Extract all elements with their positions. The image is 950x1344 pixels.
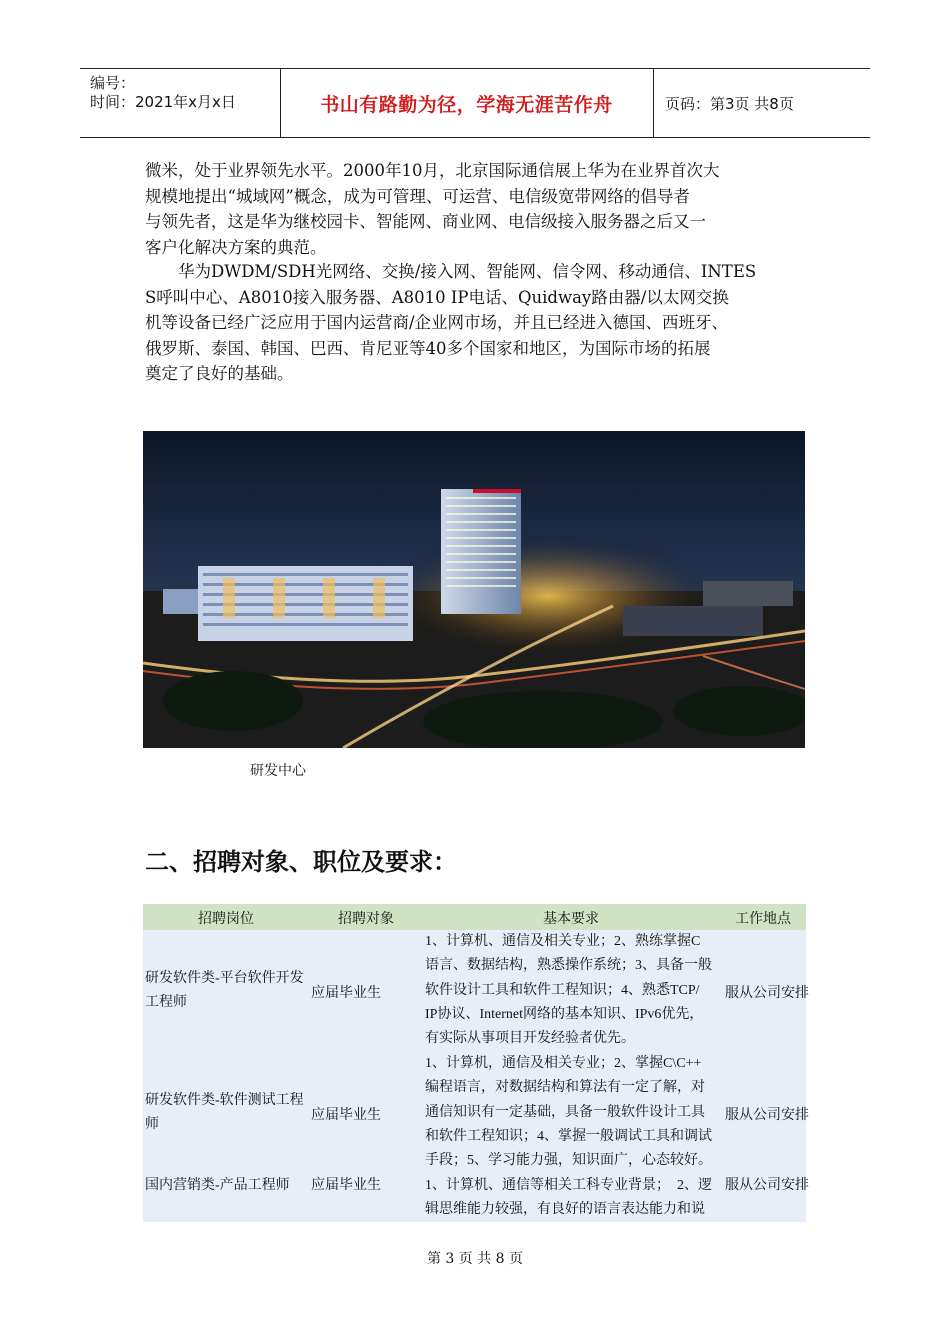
recruitment-table [143,904,809,1222]
requirement-line: 有实际从事项目开发经验者优先。 [425,1031,635,1047]
number-label: 编号： [90,74,136,92]
requirement-line: 手段；5、学习能力强，知识面广，心态较好。 [425,1153,712,1169]
header-meta [80,69,281,137]
requirement-line: 编程语言，对数据结构和算法有一定了解，对 [425,1080,705,1096]
header-motto: 书山有路勤为径，学海无涯苦作舟 [280,69,654,137]
paragraph-2 [145,259,810,387]
requirement-line: 和软件工程知识；4、掌握一般调试工具和调试 [425,1128,712,1144]
paragraph-line: S呼叫中心、A8010接入服务器、A8010 IP电话、Quidway路由器/以太网交换 [145,287,729,307]
requirement-line: 语言、数据结构，熟悉操作系统；3、具备一般 [425,958,712,974]
target-cell: 应届毕业生 [311,1108,381,1123]
paragraph-line: 俄罗斯、泰国、韩国、巴西、肯尼亚等40多个国家和地区，为国际市场的拓展 [145,338,711,358]
paragraph-line: 奠定了良好的基础。 [145,364,294,383]
position-cell: 研发软件类-软件测试工程师 [145,1093,304,1132]
position-cell: 研发软件类-平台软件开发工程师 [145,971,304,1010]
paragraph-line: 与领先者，这是华为继校园卡、智能网、商业网、电信级接入服务器之后又一 [145,212,706,231]
location-cell: 服从公司安排 [725,1178,809,1193]
rd-center-photo [143,431,805,748]
location-cell: 服从公司安排 [725,1108,809,1123]
requirement-line: 1、计算机、通信及相关专业；2、熟练掌握C [425,934,701,949]
paragraph-line: 机等设备已经广泛应用于国内运营商/企业网市场，并且已经进入德国、西班牙、 [145,313,729,332]
page-footer: 第 3 页 共 8 页 [426,1251,524,1267]
paragraph-line: 客户化解决方案的典范。 [145,237,327,257]
target-cell: 应届毕业生 [311,986,381,1001]
table-header-row [143,904,806,930]
time-label: 时间：2021年x月x日 [90,93,236,111]
section-title: 二、招聘对象、职位及要求： [145,848,457,876]
paragraph-line: 规模地提出“城域网”概念，成为可管理、可运营、电信级宽带网络的倡导者 [145,186,690,206]
requirement-line: 1、计算机，通信及相关专业；2、掌握C\C++ [425,1056,702,1071]
requirements-cell [425,1174,725,1223]
table-row [143,1174,809,1222]
requirement-line: IP协议、Internet网络的基本知识、IPv6优先， [425,1006,704,1022]
table-row [143,930,809,1052]
requirements-cell [425,1052,725,1173]
requirement-line: 软件设计工具和软件工程知识；4、熟悉TCP/ [425,982,700,998]
page-header [80,68,870,138]
requirement-line: 1、计算机、通信等相关工科专业背景； 2、逻 [425,1178,712,1193]
column-header: 招聘岗位 [198,912,254,927]
paragraph-1 [145,158,810,260]
paragraph-line: 华为DWDM/SDH光网络、交换/接入网、智能网、信令网、移动通信、INTES [145,262,757,281]
requirement-line: 辑思维能力较强，有良好的语言表达能力和说 [425,1202,705,1218]
table-row [143,1052,809,1174]
requirement-line: 通信知识有一定基础，具备一般软件设计工具 [425,1104,705,1120]
column-header: 招聘对象 [338,912,394,927]
position-cell: 国内营销类-产品工程师 [145,1178,290,1193]
target-cell: 应届毕业生 [311,1178,381,1193]
header-page-info: 页码：第3页 共8页 [665,94,794,113]
column-header: 工作地点 [735,912,791,927]
requirements-cell [425,930,725,1051]
location-cell: 服从公司安排 [725,986,809,1001]
paragraph-line: 微米，处于业界领先水平。2000年10月，北京国际通信展上华为在业界首次大 [145,161,720,180]
column-header: 基本要求 [543,912,599,927]
photo-caption: 研发中心 [250,763,306,779]
